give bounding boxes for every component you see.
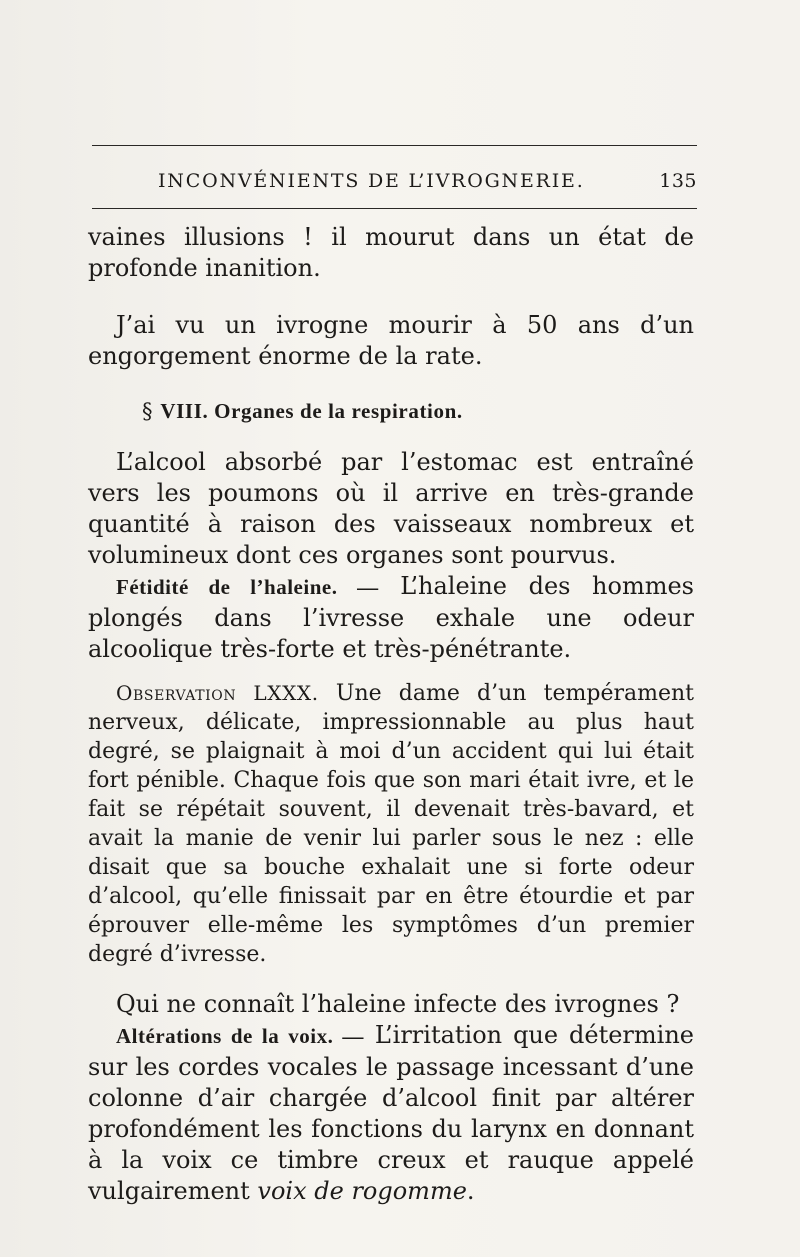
paragraph-question: Qui ne connaît l’haleine infecte des ivrognes ?: [116, 990, 680, 1018]
paragraph-voix: [88, 1020, 694, 1207]
header-bottom-rule: [92, 208, 697, 209]
observation-label: Observation LXXX.: [116, 681, 319, 705]
page-number: 135: [659, 170, 697, 192]
run-in-heading-voix: Altérations de la voix. —: [116, 1024, 364, 1048]
page-body: [88, 222, 694, 1207]
paragraph-continuation: vaines illusions ! il mourut dans un état de profonde inanition.: [88, 223, 694, 282]
section-title: VIII. Organes de la respiration.: [160, 399, 463, 423]
section-mark: §: [142, 399, 154, 423]
paragraph-haleine: [88, 571, 694, 665]
running-header: [92, 166, 697, 200]
haleine-text: L’haleine des hommes plongés dans l’ivresse exhale une odeur alcoolique très-forte et très-pénétrante.: [88, 572, 694, 663]
voix-end: .: [466, 1177, 475, 1205]
voix-italic-term: voix de rogomme: [257, 1177, 467, 1205]
paragraph-rate: J’ai vu un ivrogne mourir à 50 ans d’un engorgement énorme de la rate.: [88, 311, 694, 370]
observation-text: Une dame d’un tempérament nerveux, délicate, impressionnable au plus haut degré, se plaignait à moi d’un accident qui lui était fort pénible. Chaque fois que son mari était ivre, et le fait se répétait souvent, il devenait très-bavard, et avait la manie de venir lui parler sous le nez : elle disait que sa bouche exhalait une si forte odeur d’alcool, qu’elle finissait par en être étourdie et par éprouver elle-même les symptômes d’un premier degré d’ivresse.: [88, 681, 694, 967]
observation-paragraph: [88, 679, 694, 969]
run-in-heading-haleine: Fétidité de l’haleine. —: [116, 575, 379, 599]
header-top-rule: [92, 145, 697, 146]
running-title: INCONVÉNIENTS DE L’IVROGNERIE.: [158, 170, 585, 192]
voix-text: L’irritation que détermine sur les cordes vocales le passage incessant d’une colonne d’air chargée d’alcool finit par altérer profondément les fonctions du larynx en donnant à la voix ce timbre creux et rauque appelé vulgairement: [88, 1021, 694, 1205]
paragraph-respiration: L’alcool absorbé par l’estomac est entraîné vers les poumons où il arrive en très-grande quantité à raison des vaisseaux nombreux et volumineux dont ces organes sont pourvus.: [88, 448, 694, 569]
section-heading: [88, 396, 694, 427]
